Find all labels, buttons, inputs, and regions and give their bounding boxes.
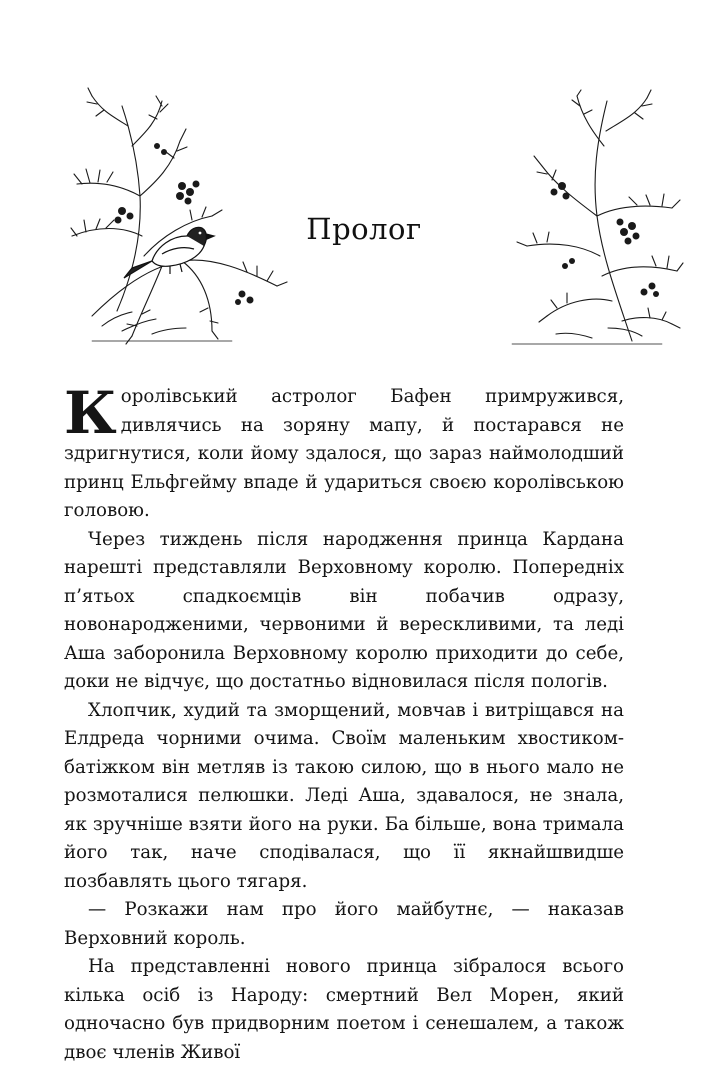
- paragraph-5: На представленні нового принца зібралося всього кілька осіб із Народу: смертний Вел Морен, який одночасно був придворним поетом і сенешалем, а також двоє членів Живої: [64, 956, 624, 1063]
- paragraph-4: — Розкажи нам про його майбутнє, — наказав Верховний король.: [64, 899, 624, 949]
- body-text: [64, 379, 624, 1067]
- paragraph-3: Хлопчик, худий та зморщений, мовчав і витріщався на Елдреда чорними очима. Своїм маленьким хвостиком-батіжком він метляв із такою силою, що в нього мало не розмоталися пелюшки. Леді Аша, здавалося, не знала, як зручніше взяти його на руки. Ба більше, вона тримала його так, наче сподівалася, що її якнайшвидше позбавлять цього тягаря.: [64, 699, 624, 892]
- paragraph-1-text: оролівський астролог Бафен примружився, дивлячись на зоряну мапу, й постарався не здригнутися, коли йому здалося, що зараз наймолодший принц Ельфгейму впаде й удариться своєю королівською головою.: [64, 386, 624, 521]
- paragraph-1: [64, 379, 624, 526]
- chapter-title: Пролог: [306, 212, 422, 246]
- paragraph-2: Через тиждень після народження принца Кардана нарешті представляли Верховному королю. Попередніх п’ятьох спадкоємців він побачив одразу, новонародженими, червоними й верескливими, та леді Аша заборонила Верховному королю приходити до себе, доки не відчує, що достатньо відновилася після пологів.: [64, 528, 624, 692]
- drop-cap: К: [64, 379, 117, 447]
